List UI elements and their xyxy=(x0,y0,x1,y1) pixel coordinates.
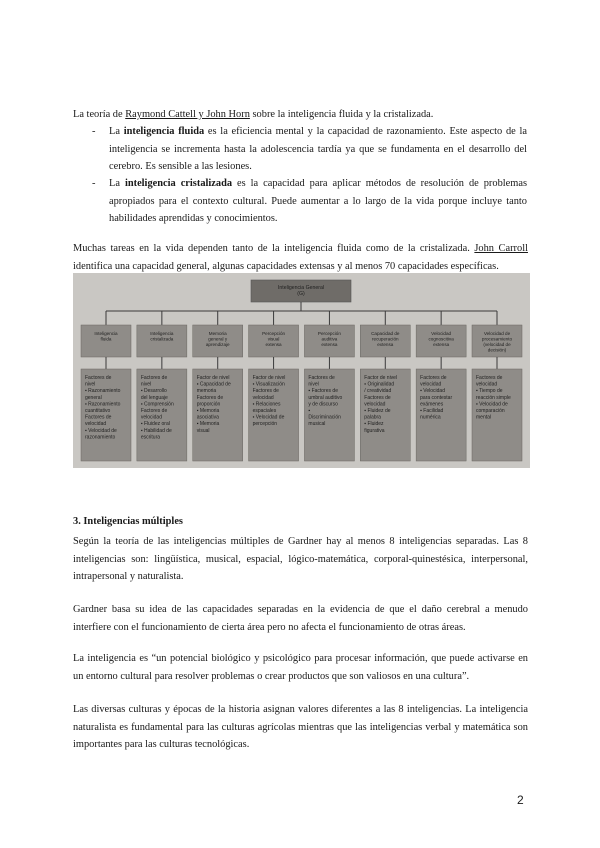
section-paragraph-1: Según la teoría de las inteligencias múltiples de Gardner hay al menos 8 inteligencias separadas. Las 8 inteligencias son: lingüística, musical, espacial, lógico-matemática, corporal-quinestésica, interpersonal, intrapersonal y naturalista. xyxy=(73,536,528,583)
bullet-body: es la capacidad para aplicar métodos de resolución de problemas apropiados para el contexto cultural. Puede aumentar a lo largo de la vida porque incluye tanto habilidades aprendidas y conocimientos. xyxy=(109,178,527,225)
factor-list: Factor de nivel ▪ Capacidad de memoria Factores de proporción ▪ Memoria asociativa ▪ Memoria visual xyxy=(196,375,231,434)
category-title: Memoria general y aprendizaje xyxy=(205,331,230,347)
bullet-pre: La xyxy=(109,126,124,137)
category-title: Inteligencia cristalizada xyxy=(150,331,174,342)
bullet-pre: La xyxy=(109,178,125,189)
factor-list: Factores de velocidad ▪ Velocidad para contestar exámenes ▪ Facilidad numérica xyxy=(420,375,453,421)
term-crystallized: inteligencia cristalizada xyxy=(124,178,233,189)
factor-list: Factores de velocidad ▪ Tiempo de reacción simple ▪ Velocidad de comparación mental xyxy=(476,375,511,421)
category-title: Velocidad cognoscitiva extensa xyxy=(428,331,454,347)
carroll-post: identifica una capacidad general, algunas capacidades extensas y al menos 70 capacidades específicas. xyxy=(73,260,499,272)
carroll-paragraph xyxy=(73,240,528,275)
carroll-link: John Carroll xyxy=(474,243,528,254)
authors-link: Raymond Cattell y John Horn xyxy=(125,109,250,120)
category-title: Velocidad de procesamiento (velocidad de decisión) xyxy=(481,331,513,353)
bullet-fluid xyxy=(0,123,600,175)
bullet-crystallized xyxy=(0,175,600,227)
category-title: Percepción visual extensa xyxy=(262,331,286,347)
factor-list: Factores de nivel ▪ Factores de umbral auditivo y de discurso ▪ Discriminación musical xyxy=(308,375,343,428)
factor-list: Factores de nivel ▪ Desarrollo del lenguaje ▪ Comprensión Factores de velocidad ▪ Fluidez oral ▪ Habilidad de escritura xyxy=(140,375,174,441)
section-paragraph-2: Gardner basa su idea de las capacidades separadas en la evidencia de que el daño cerebral a menudo interfiere con el funcionamiento de cierta área pero no afecta el funcionamiento de otras áreas. xyxy=(73,604,528,633)
bullet-dash: - xyxy=(92,126,96,137)
section-paragraph-4: Las diversas culturas y épocas de la historia asignan valores diferentes a las 8 inteligencias. La inteligencia naturalista es fundamental para las culturas agrícolas mientras que las inteligencias verbal y matemática son importantes para las culturas tecnológicas. xyxy=(73,704,528,751)
factor-list: Factor de nivel ▪ Visualización Factores de velocidad ▪ Relaciones espaciales ▪ Velocidad de percepción xyxy=(252,375,286,428)
category-title: Inteligencia fluida xyxy=(94,331,118,342)
bullet-body: es la eficiencia mental y la capacidad de razonamiento. Este aspecto de la inteligencia se incrementa hasta la adolescencia tardía ya que se fundamenta en el desarrollo del cerebro. Es sensible a las lesiones. xyxy=(109,126,527,173)
page-number: 2 xyxy=(517,793,524,807)
root-label: Inteligencia General (G) xyxy=(277,285,325,297)
bullet-fluid-text xyxy=(109,123,527,176)
section-paragraph-3: La inteligencia es “un potencial biológico y psicológico para procesar información, que puede activarse en un entorno cultural para resolver problemas o crear productos que son valiosos en una cultura”. xyxy=(73,653,528,682)
section-heading: 3. Inteligencias múltiples xyxy=(73,516,183,527)
carroll-pre: Muchas tareas en la vida dependen tanto de la inteligencia fluida como de la cristalizada. xyxy=(73,243,475,254)
intro-post: sobre la inteligencia fluida y la cristalizada. xyxy=(249,109,434,120)
bullet-crystallized-text xyxy=(109,175,527,228)
factor-list: Factor de nivel ▪ Originalidad / creatividad Factores de velocidad ▪ Fluidez de palabra ▪ Fluidez figurativa xyxy=(364,375,398,434)
category-title: Percepción auditiva extensa xyxy=(317,331,341,347)
term-fluid: inteligencia fluida xyxy=(123,126,205,137)
factor-list: Factores de nivel ▪ Razonamiento general ▪ Razonamiento cuantitativo Factores de velocidad ▪ Velocidad de razonamiento xyxy=(85,375,121,441)
category-title: Capacidad de recuperación extensa xyxy=(371,331,400,347)
intro-pre: La teoría de xyxy=(73,109,126,120)
carroll-hierarchy-figure xyxy=(73,273,530,468)
intro-line xyxy=(73,106,533,124)
bullet-dash: - xyxy=(92,178,96,189)
